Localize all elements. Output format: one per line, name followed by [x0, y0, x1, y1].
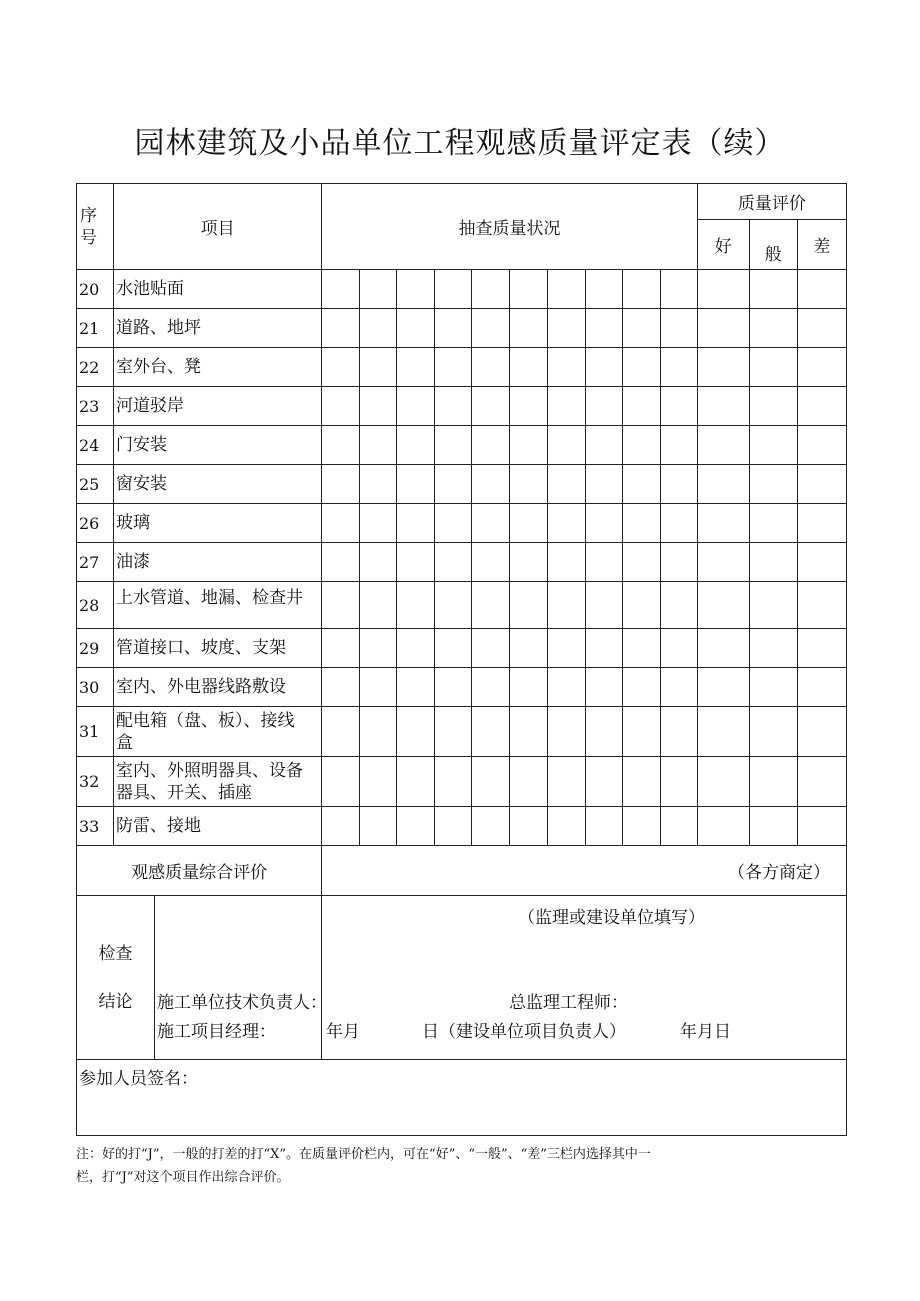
inspection-cell[interactable]	[435, 707, 472, 757]
rating-good-cell[interactable]	[697, 707, 749, 757]
row-item: 油漆	[114, 543, 322, 582]
date-year-month: 年月	[326, 1022, 360, 1042]
inspection-cell[interactable]	[360, 309, 397, 348]
inspection-cell[interactable]	[322, 807, 360, 846]
inspection-cell[interactable]	[322, 426, 360, 465]
rating-general-cell[interactable]	[749, 582, 797, 629]
rating-good-cell[interactable]	[697, 348, 749, 387]
inspection-cell[interactable]	[397, 348, 435, 387]
inspection-cell[interactable]	[660, 582, 697, 629]
row-number: 24	[77, 426, 114, 465]
overall-label: 观感质量综合评价	[77, 846, 322, 896]
inspection-cell[interactable]	[585, 668, 622, 707]
inspection-cell[interactable]	[547, 757, 585, 807]
inspection-cell[interactable]	[585, 543, 622, 582]
inspection-cell[interactable]	[585, 465, 622, 504]
row-number: 26	[77, 504, 114, 543]
header-seq: 序 号	[77, 184, 114, 270]
inspection-cell[interactable]	[322, 629, 360, 668]
inspection-cell[interactable]	[585, 707, 622, 757]
rating-good-cell[interactable]	[697, 807, 749, 846]
row-number: 33	[77, 807, 114, 846]
inspection-cell[interactable]	[397, 543, 435, 582]
inspection-cell[interactable]	[397, 465, 435, 504]
inspection-cell[interactable]	[547, 807, 585, 846]
inspection-cell[interactable]	[360, 543, 397, 582]
rating-good-cell[interactable]	[697, 387, 749, 426]
inspection-cell[interactable]	[547, 309, 585, 348]
inspection-cell[interactable]	[585, 629, 622, 668]
inspection-cell[interactable]	[435, 387, 472, 426]
inspection-cell[interactable]	[397, 582, 435, 629]
inspection-cell[interactable]	[360, 807, 397, 846]
inspection-cell[interactable]	[510, 309, 547, 348]
rating-general-cell[interactable]	[749, 348, 797, 387]
table-row	[77, 757, 847, 807]
inspection-cell[interactable]	[585, 807, 622, 846]
inspection-cell[interactable]	[322, 668, 360, 707]
row-number: 28	[77, 582, 114, 629]
table-row	[77, 426, 847, 465]
rating-general-cell[interactable]	[749, 387, 797, 426]
rating-good-cell[interactable]	[697, 629, 749, 668]
inspection-cell[interactable]	[660, 629, 697, 668]
rating-poor-cell[interactable]	[797, 629, 846, 668]
inspection-cell[interactable]	[322, 504, 360, 543]
row-item: 玻璃	[114, 504, 322, 543]
inspection-cell[interactable]	[660, 270, 697, 309]
rating-general-cell[interactable]	[749, 668, 797, 707]
row-item: 门安装	[114, 426, 322, 465]
inspection-cell[interactable]	[397, 387, 435, 426]
inspection-cell[interactable]	[585, 426, 622, 465]
inspection-cell[interactable]	[547, 387, 585, 426]
table-row	[77, 582, 847, 629]
inspection-cell[interactable]	[510, 582, 547, 629]
inspection-cell[interactable]	[547, 668, 585, 707]
inspection-cell[interactable]	[510, 504, 547, 543]
row-number: 22	[77, 348, 114, 387]
row-item: 河道驳岸	[114, 387, 322, 426]
rating-good-cell[interactable]	[697, 270, 749, 309]
rating-poor-cell[interactable]	[797, 807, 846, 846]
table-row	[77, 465, 847, 504]
inspection-cell[interactable]	[585, 387, 622, 426]
rating-good-cell[interactable]	[697, 309, 749, 348]
inspection-cell[interactable]	[360, 426, 397, 465]
inspection-cell[interactable]	[435, 426, 472, 465]
table-row	[77, 270, 847, 309]
inspection-cell[interactable]	[547, 426, 585, 465]
inspection-cell[interactable]	[585, 757, 622, 807]
row-item: 管道接口、坡度、支架	[114, 629, 322, 668]
inspection-cell[interactable]	[547, 465, 585, 504]
row-number: 30	[77, 668, 114, 707]
rating-general-cell[interactable]	[749, 543, 797, 582]
inspection-cell[interactable]	[397, 309, 435, 348]
inspection-cell[interactable]	[660, 807, 697, 846]
inspection-cell[interactable]	[547, 629, 585, 668]
row-number: 21	[77, 309, 114, 348]
inspection-cell[interactable]	[435, 348, 472, 387]
row-number: 23	[77, 387, 114, 426]
row-number: 32	[77, 757, 114, 807]
rating-good-cell[interactable]	[697, 543, 749, 582]
inspection-cell[interactable]	[360, 504, 397, 543]
inspection-cell[interactable]	[622, 309, 660, 348]
inspection-cell[interactable]	[360, 707, 397, 757]
inspection-cell[interactable]	[660, 348, 697, 387]
inspection-cell[interactable]	[510, 543, 547, 582]
rating-general-cell[interactable]	[749, 757, 797, 807]
inspection-cell[interactable]	[472, 387, 510, 426]
inspection-cell[interactable]	[435, 465, 472, 504]
inspection-cell[interactable]	[622, 543, 660, 582]
inspection-cell[interactable]	[622, 387, 660, 426]
row-item: 窗安装	[114, 465, 322, 504]
header-rating: 质量评价	[697, 184, 846, 220]
inspection-cell[interactable]	[510, 270, 547, 309]
table-row	[77, 387, 847, 426]
row-item: 室内、外电器线路敷设	[114, 668, 322, 707]
inspection-cell[interactable]	[622, 807, 660, 846]
inspection-cell[interactable]	[585, 582, 622, 629]
inspection-cell[interactable]	[435, 757, 472, 807]
rating-poor-cell[interactable]	[797, 543, 846, 582]
row-item: 配电箱（盘、板）、接线 盒	[114, 707, 322, 757]
inspection-cell[interactable]	[322, 757, 360, 807]
rating-general-cell[interactable]	[749, 309, 797, 348]
row-number: 20	[77, 270, 114, 309]
row-item: 室外台、凳	[114, 348, 322, 387]
inspection-cell[interactable]	[660, 504, 697, 543]
inspection-cell[interactable]	[435, 270, 472, 309]
table-row	[77, 348, 847, 387]
inspection-cell[interactable]	[397, 629, 435, 668]
rating-good-cell[interactable]	[697, 582, 749, 629]
inspection-cell[interactable]	[472, 465, 510, 504]
rating-good-cell[interactable]	[697, 426, 749, 465]
rating-good-cell[interactable]	[697, 465, 749, 504]
inspection-cell[interactable]	[360, 757, 397, 807]
row-number: 25	[77, 465, 114, 504]
inspection-cell[interactable]	[397, 270, 435, 309]
inspection-cell[interactable]	[472, 348, 510, 387]
row-item: 水池贴面	[114, 270, 322, 309]
project-manager-label: 施工项目经理：	[157, 1022, 276, 1042]
header-inspection: 抽查质量状况	[322, 184, 697, 270]
participants-signature: 参加人员签名：	[77, 1060, 847, 1136]
rating-general-cell[interactable]	[749, 504, 797, 543]
owner-representative-label: 日（建设单位项目负责人）	[422, 1022, 626, 1042]
inspection-cell[interactable]	[510, 426, 547, 465]
inspection-cell[interactable]	[660, 465, 697, 504]
inspection-cell[interactable]	[322, 582, 360, 629]
conclusion-content	[322, 896, 847, 1060]
row-item: 室内、外照明器具、设备 器具、开关、插座	[114, 757, 322, 807]
inspection-cell[interactable]	[547, 582, 585, 629]
row-item: 道路、地坪	[114, 309, 322, 348]
table-row	[77, 543, 847, 582]
inspection-cell[interactable]	[472, 270, 510, 309]
inspection-cell[interactable]	[510, 629, 547, 668]
inspection-cell[interactable]	[622, 504, 660, 543]
inspection-cell[interactable]	[622, 270, 660, 309]
evaluation-table	[76, 183, 847, 1136]
rating-poor-cell[interactable]	[797, 309, 846, 348]
inspection-cell[interactable]	[322, 387, 360, 426]
inspection-cell[interactable]	[622, 707, 660, 757]
inspection-cell[interactable]	[622, 668, 660, 707]
rating-general-cell[interactable]	[749, 270, 797, 309]
conclusion-label: 检查 结论	[77, 896, 155, 1059]
inspection-cell[interactable]	[622, 465, 660, 504]
header-good: 好	[697, 220, 749, 270]
inspection-cell[interactable]	[322, 309, 360, 348]
inspection-cell[interactable]	[585, 309, 622, 348]
inspection-cell[interactable]	[360, 387, 397, 426]
header-poor: 差	[797, 220, 846, 270]
inspection-cell[interactable]	[472, 426, 510, 465]
rating-poor-cell[interactable]	[797, 465, 846, 504]
inspection-cell[interactable]	[435, 807, 472, 846]
inspection-cell[interactable]	[547, 543, 585, 582]
rating-good-cell[interactable]	[697, 668, 749, 707]
inspection-cell[interactable]	[547, 270, 585, 309]
inspection-cell[interactable]	[510, 348, 547, 387]
conclusion-fill-note: （监理或建设单位填写）	[518, 908, 705, 928]
inspection-cell[interactable]	[622, 348, 660, 387]
rating-poor-cell[interactable]	[797, 348, 846, 387]
rating-poor-cell[interactable]	[797, 707, 846, 757]
inspection-cell[interactable]	[322, 270, 360, 309]
inspection-cell[interactable]	[397, 426, 435, 465]
rating-general-cell[interactable]	[749, 707, 797, 757]
inspection-cell[interactable]	[472, 504, 510, 543]
inspection-cell[interactable]	[472, 582, 510, 629]
inspection-cell[interactable]	[435, 668, 472, 707]
inspection-cell[interactable]	[472, 707, 510, 757]
inspection-cell[interactable]	[360, 629, 397, 668]
inspection-cell[interactable]	[510, 807, 547, 846]
inspection-cell[interactable]	[622, 757, 660, 807]
inspection-cell[interactable]	[660, 668, 697, 707]
rating-good-cell[interactable]	[697, 504, 749, 543]
table-row	[77, 668, 847, 707]
rating-general-cell[interactable]	[749, 426, 797, 465]
page-title: 园林建筑及小品单位工程观感质量评定表（续）	[134, 126, 786, 161]
inspection-cell[interactable]	[660, 543, 697, 582]
rating-poor-cell[interactable]	[797, 270, 846, 309]
inspection-cell[interactable]	[322, 543, 360, 582]
rating-poor-cell[interactable]	[797, 757, 846, 807]
inspection-cell[interactable]	[660, 309, 697, 348]
inspection-cell[interactable]	[547, 707, 585, 757]
inspection-cell[interactable]	[435, 582, 472, 629]
inspection-cell[interactable]	[360, 668, 397, 707]
rating-poor-cell[interactable]	[797, 426, 846, 465]
inspection-cell[interactable]	[622, 426, 660, 465]
rating-poor-cell[interactable]	[797, 582, 846, 629]
inspection-cell[interactable]	[435, 629, 472, 668]
table-row	[77, 707, 847, 757]
overall-note: （各方商定）	[322, 846, 847, 896]
inspection-cell[interactable]	[547, 348, 585, 387]
rating-general-cell[interactable]	[749, 807, 797, 846]
inspection-cell[interactable]	[472, 543, 510, 582]
inspection-cell[interactable]	[472, 629, 510, 668]
date-full: 年月日	[680, 1022, 731, 1042]
inspection-cell[interactable]	[660, 757, 697, 807]
inspection-cell[interactable]	[360, 582, 397, 629]
inspection-cell[interactable]	[547, 504, 585, 543]
row-item: 上水管道、地漏、检查井	[114, 582, 322, 629]
table-row	[77, 504, 847, 543]
inspection-cell[interactable]	[360, 348, 397, 387]
inspection-cell[interactable]	[660, 426, 697, 465]
inspection-cell[interactable]	[510, 707, 547, 757]
inspection-cell[interactable]	[360, 270, 397, 309]
table-row	[77, 629, 847, 668]
row-item: 防雷、接地	[114, 807, 322, 846]
inspection-cell[interactable]	[622, 629, 660, 668]
inspection-cell[interactable]	[585, 348, 622, 387]
inspection-cell[interactable]	[397, 668, 435, 707]
inspection-cell[interactable]	[660, 707, 697, 757]
inspection-cell[interactable]	[510, 465, 547, 504]
inspection-cell[interactable]	[472, 807, 510, 846]
inspection-cell[interactable]	[322, 465, 360, 504]
inspection-cell[interactable]	[472, 757, 510, 807]
inspection-cell[interactable]	[472, 309, 510, 348]
header-general: 般	[749, 220, 797, 270]
rating-general-cell[interactable]	[749, 629, 797, 668]
inspection-cell[interactable]	[435, 543, 472, 582]
inspection-cell[interactable]	[622, 582, 660, 629]
inspection-cell[interactable]	[397, 707, 435, 757]
chief-supervisor-label: 总监理工程师：	[509, 993, 628, 1013]
inspection-cell[interactable]	[472, 668, 510, 707]
inspection-cell[interactable]	[510, 387, 547, 426]
inspection-cell[interactable]	[660, 387, 697, 426]
inspection-cell[interactable]	[435, 309, 472, 348]
rating-poor-cell[interactable]	[797, 387, 846, 426]
inspection-cell[interactable]	[435, 504, 472, 543]
contractor-tech-label: 施工单位技术负责人：	[157, 993, 327, 1013]
inspection-cell[interactable]	[322, 707, 360, 757]
inspection-cell[interactable]	[397, 504, 435, 543]
inspection-cell[interactable]	[360, 465, 397, 504]
row-number: 29	[77, 629, 114, 668]
inspection-cell[interactable]	[510, 757, 547, 807]
table-row	[77, 309, 847, 348]
rating-general-cell[interactable]	[749, 465, 797, 504]
inspection-cell[interactable]	[397, 757, 435, 807]
inspection-cell[interactable]	[397, 807, 435, 846]
conclusion-cell	[77, 896, 322, 1060]
row-number: 27	[77, 543, 114, 582]
table-row	[77, 807, 847, 846]
rating-poor-cell[interactable]	[797, 668, 846, 707]
inspection-cell[interactable]	[585, 270, 622, 309]
rating-good-cell[interactable]	[697, 757, 749, 807]
inspection-cell[interactable]	[510, 668, 547, 707]
header-item: 项目	[114, 184, 322, 270]
footnote: 注：好的打“J”，一般的打差的打“X”。在质量评价栏内，可在“好”、“一般”、“差”三栏内选择其中一 栏，打“J”对这个项目作出综合评价。	[76, 1147, 651, 1185]
row-number: 31	[77, 707, 114, 757]
inspection-cell[interactable]	[322, 348, 360, 387]
rating-poor-cell[interactable]	[797, 504, 846, 543]
inspection-cell[interactable]	[585, 504, 622, 543]
